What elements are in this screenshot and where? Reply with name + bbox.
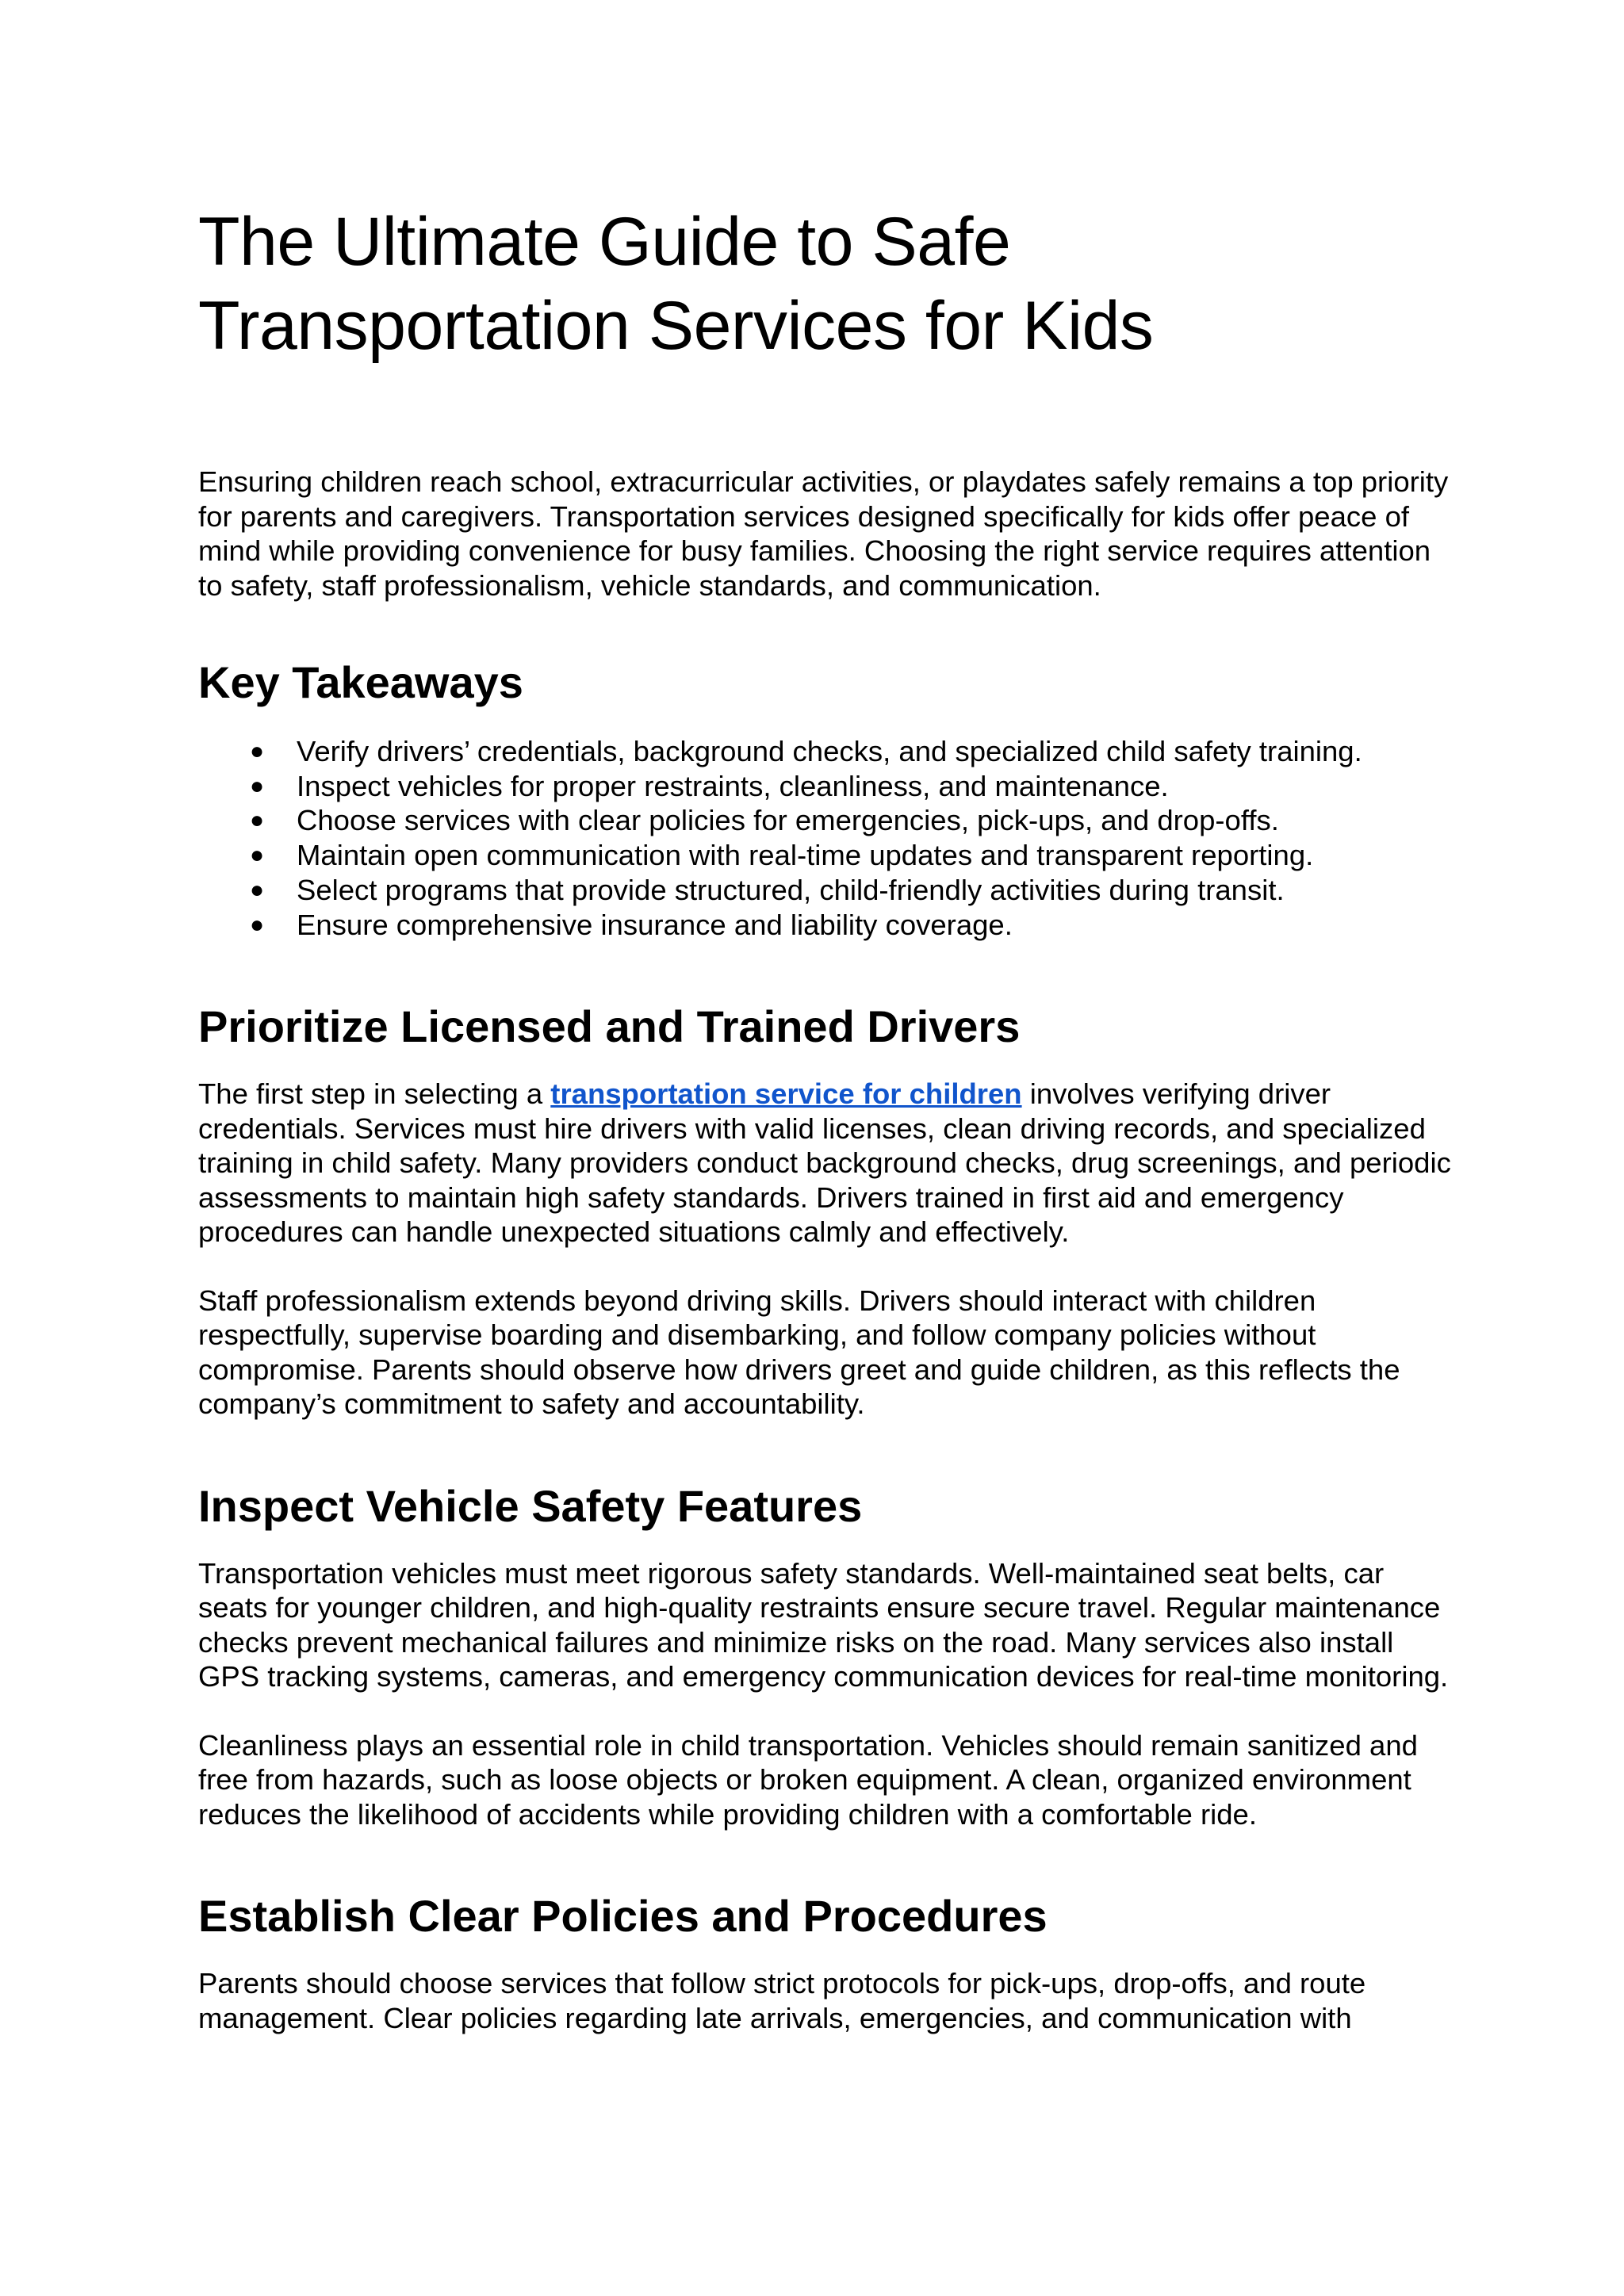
list-item: ● Select programs that provide structured, child-friendly activities during transit.: [250, 873, 1285, 906]
bullet-icon: ●: [250, 772, 265, 799]
list-item: ● Choose services with clear policies for emergencies, pick-ups, and drop-offs.: [250, 804, 1279, 837]
heading-vehicle-safety: Inspect Vehicle Safety Features: [198, 1480, 863, 1531]
heading-clear-policies: Establish Clear Policies and Procedures: [198, 1891, 1048, 1942]
list-item: ● Maintain open communication with real-time updates and transparent reporting.: [250, 839, 1314, 872]
bullet-icon: ●: [250, 876, 265, 903]
transportation-service-link[interactable]: transportation service for children: [550, 1077, 1022, 1111]
title-line-1: The Ultimate Guide to Safe: [198, 204, 1011, 280]
bullet-icon: ●: [250, 738, 265, 764]
heading-licensed-drivers: Prioritize Licensed and Trained Drivers: [198, 1001, 1021, 1052]
list-item: ● Verify drivers’ credentials, background checks, and specialized child safety training.: [250, 735, 1362, 767]
drivers-paragraph-2: Staff professionalism extends beyond driving skills. Drivers should interact with children respectfully, supervise boarding and disembarking, and follow company policies without compromise. Parents should observe how drivers greet and guide children, as this reflects the company’s commitment to safety and accountability.: [198, 1284, 1400, 1421]
document-title: [198, 200, 1451, 368]
bullet-icon: ●: [250, 842, 265, 869]
bullet-icon: ●: [250, 911, 265, 938]
drivers-paragraph-1: The first step in selecting a transportation service for children involves verifying driver credentials. Services must hire drivers with valid licenses, clean driving records, and specialized training in child safety. Many providers conduct background checks, drug screenings, and periodic assessments to maintain high safety standards. Drivers trained in first aid and emergency procedures can handle unexpected situations calmly and effectively.: [198, 1077, 1451, 1249]
title-line-2: Transportation Services for Kids: [198, 288, 1154, 364]
key-takeaways-list: [198, 734, 1451, 942]
intro-paragraph: Ensuring children reach school, extracurricular activities, or playdates safely remains a top priority for parents and caregivers. Transportation services designed specifically for kids offer peace of mind while providing convenience for busy families. Choosing the right service requires attention to safety, staff professionalism, vehicle standards, and communication.: [198, 465, 1449, 602]
heading-key-takeaways: Key Takeaways: [198, 657, 523, 707]
vehicle-paragraph-2: Cleanliness plays an essential role in child transportation. Vehicles should remain sanitized and free from hazards, such as loose objects or broken equipment. A clean, organized environment reduces the likelihood of accidents while providing children with a comfortable ride.: [198, 1728, 1418, 1831]
list-item: ● Inspect vehicles for proper restraints, cleanliness, and maintenance.: [250, 769, 1169, 802]
list-item: ● Ensure comprehensive insurance and liability coverage.: [250, 908, 1013, 941]
policies-paragraph-1: Parents should choose services that follow strict protocols for pick-ups, drop-offs, and route management. Clear policies regarding late arrivals, emergencies, and communication with: [198, 1967, 1366, 2034]
vehicle-paragraph-1: Transportation vehicles must meet rigorous safety standards. Well-maintained seat belts, car seats for younger children, and high-quality restraints ensure secure travel. Regular maintenance checks prevent mechanical failures and minimize risks on the road. Many services also install GPS tracking systems, cameras, and emergency communication devices for real-time monitoring.: [198, 1556, 1449, 1693]
bullet-icon: ●: [250, 807, 265, 834]
document-page: [198, 200, 1451, 2035]
